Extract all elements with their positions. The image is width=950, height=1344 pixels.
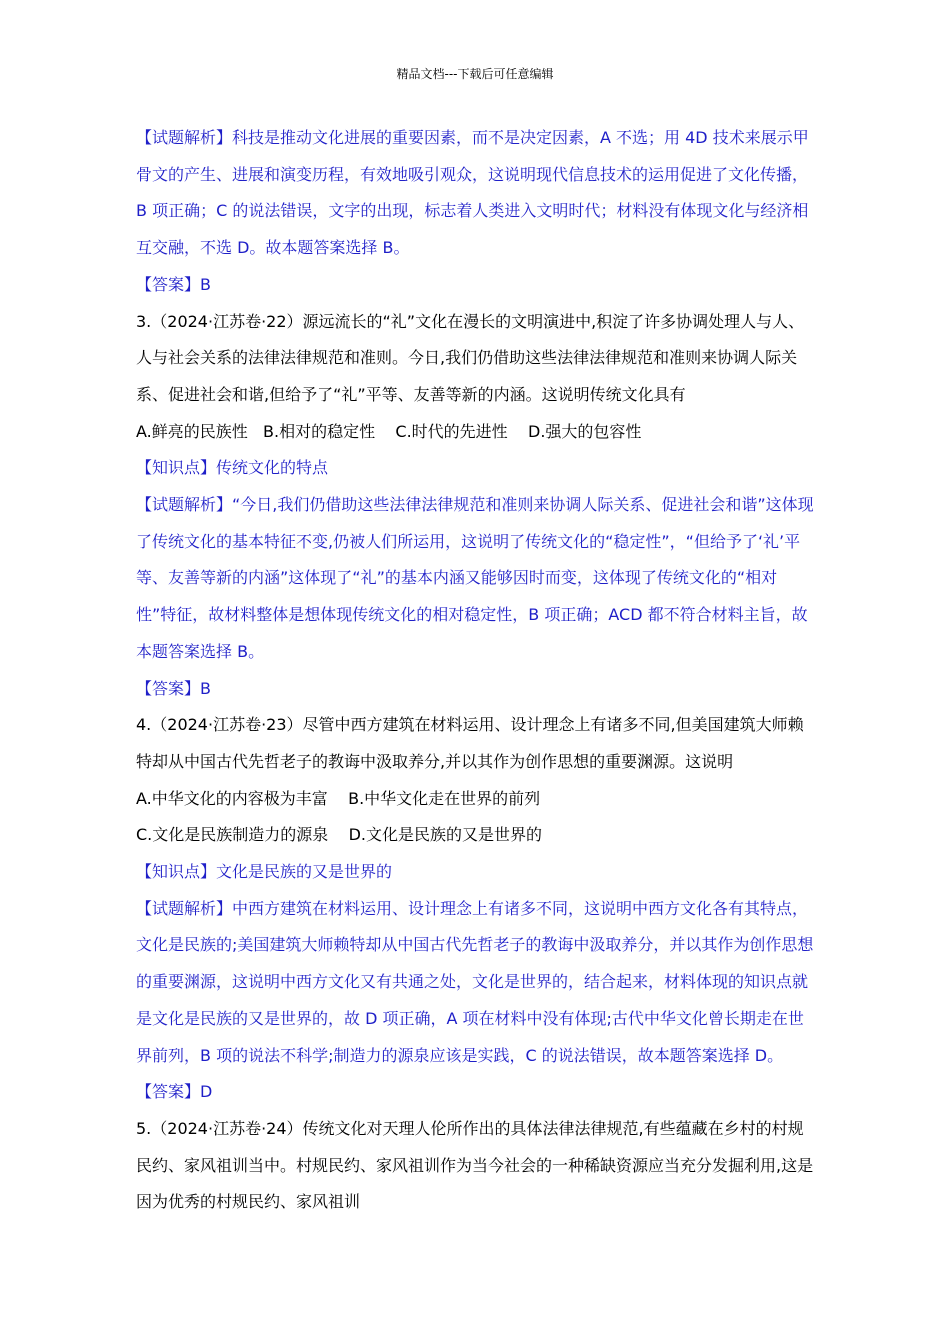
- question-4-options-cd: C.文化是民族制造力的源泉 D.文化是民族的又是世界的: [136, 825, 543, 845]
- page-header: 精品文档---下载后可任意编辑: [396, 67, 554, 81]
- question-4-options-ab: A.中华文化的内容极为丰富 B.中华文化走在世界的前列: [136, 788, 541, 808]
- knowledge-point: 【知识点】文化是民族的又是世界的: [136, 862, 393, 882]
- document-body: [136, 120, 816, 1221]
- analysis-paragraph: 【试题解析】科技是推动文化进展的重要因素，而不是决定因素，A 不选；用 4D 技术来展示甲骨文的产生、进展和演变历程，有效地吸引观众，这说明现代信息技术的运用促进了文化传播，B 项正确；C 的说法错误，文字的出现，标志着人类进入文明时代；材料没有体现文化与经济相互交融，不选 D。故本题答案选择 B。: [136, 128, 809, 258]
- question-5: 5.（2024·江苏卷·24）传统文化对天理人伦所作出的具体法律法律规范,有些蕴藏在乡村的村规民约、家风祖训当中。村规民约、家风祖训作为当今社会的一种稀缺资源应当充分发掘利用,这是因为优秀的村规民约、家风祖训: [136, 1118, 814, 1212]
- question-3: 3.（2024·江苏卷·22）源远流长的“礼”文化在漫长的文明演进中,积淀了许多协调处理人与人、人与社会关系的法律法律规范和准则。今日,我们仍借助这些法律法律规范和准则来协调人际关系、促进社会和谐,但给予了“礼”平等、友善等新的内涵。这说明传统文化具有: [136, 311, 805, 404]
- answer-line: 【答案】D: [136, 1082, 213, 1102]
- answer-line: 【答案】B: [136, 274, 211, 294]
- knowledge-point: 【知识点】传统文化的特点: [136, 458, 329, 478]
- analysis-paragraph: 【试题解析】中西方建筑在材料运用、设计理念上有诸多不同，这说明中西方文化各有其特点，文化是民族的;美国建筑大师赖特却从中国古代先哲老子的教诲中汲取养分，并以其作为创作思想的重要渊源，这说明中西方文化又有共通之处，文化是世界的，结合起来，材料体现的知识点就是文化是民族的又是世界的，故 D 项正确，A 项在材料中没有体现;古代中华文化曾长期走在世界前列，B 项的说法不科学;制造力的源泉应该是实践，C 的说法错误，故本题答案选择 D。: [136, 898, 814, 1065]
- question-4: 4.（2024·江苏卷·23）尽管中西方建筑在材料运用、设计理念上有诸多不同,但美国建筑大师赖特却从中国古代先哲老子的教诲中汲取养分,并以其作为创作思想的重要渊源。这说明: [136, 715, 804, 771]
- analysis-paragraph: 【试题解析】“今日,我们仍借助这些法律法律规范和准则来协调人际关系、促进社会和谐”这体现了传统文化的基本特征不变,仍被人们所运用，这说明了传统文化的“稳定性”，“但给予了‘礼’平等、友善等新的内涵”这体现了“礼”的基本内涵又能够因时而变，这体现了传统文化的“相对性”特征，故材料整体是想体现传统文化的相对稳定性，B 项正确；ACD 都不符合材料主旨，故本题答案选择 B。: [136, 495, 814, 661]
- question-3-options: A.鲜亮的民族性 B.相对的稳定性 C.时代的先进性 D.强大的包容性: [136, 421, 642, 441]
- answer-line: 【答案】B: [136, 678, 211, 698]
